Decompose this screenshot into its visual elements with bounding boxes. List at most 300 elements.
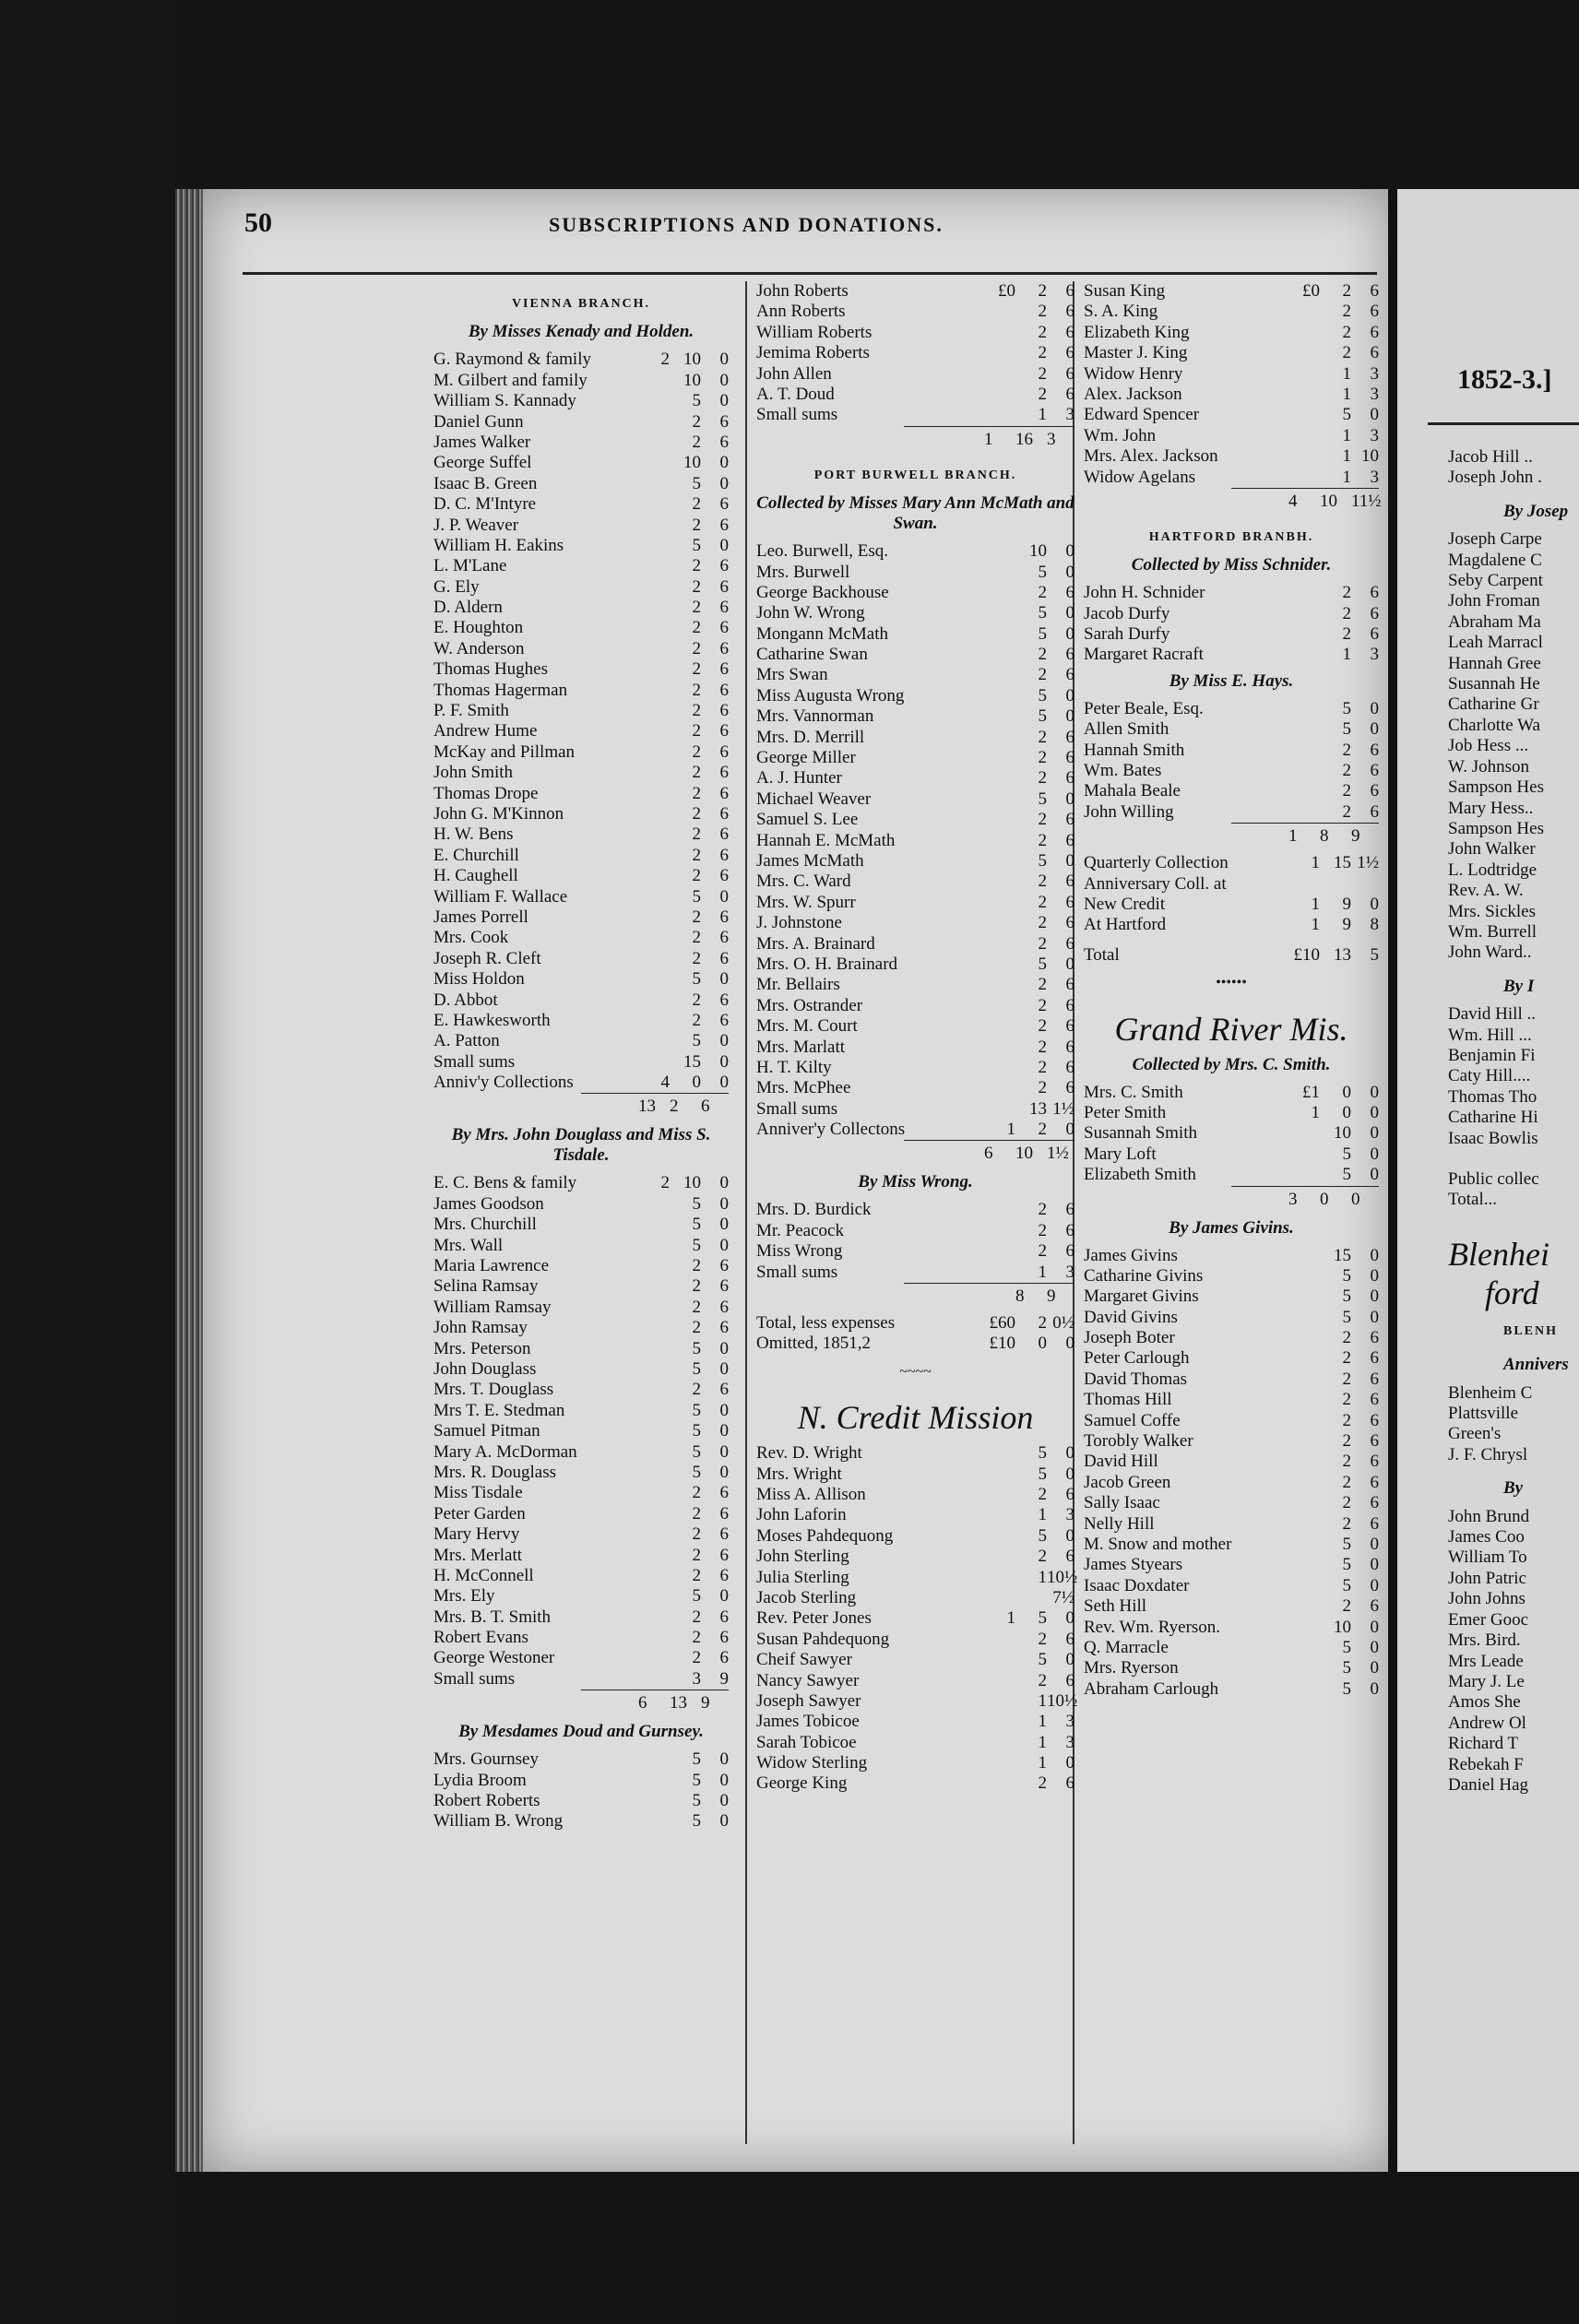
shillings-value: 5 — [692, 886, 701, 907]
entry-row — [433, 659, 729, 680]
pounds-value — [984, 1712, 1015, 1732]
pounds-value — [638, 1359, 670, 1380]
shillings-value: 10 — [1029, 541, 1047, 562]
pounds-value — [638, 1648, 670, 1668]
pence-value: 0 — [719, 1031, 729, 1051]
pounds-value — [1288, 761, 1320, 781]
entry-name: Small sums — [756, 1098, 838, 1119]
page2-column — [1448, 447, 1577, 1796]
shillings-value: 1 — [1038, 405, 1047, 425]
pounds-value — [638, 681, 670, 701]
pence-value: 5 — [1370, 944, 1379, 965]
pence-value: 6 — [1065, 1200, 1074, 1220]
entry-name: George Westoner — [433, 1648, 555, 1668]
entry-row — [433, 1483, 729, 1503]
entry-name: E. C. Bens & family — [433, 1173, 577, 1193]
entry-name: Mrs. Merlatt — [433, 1545, 523, 1565]
page2-line: Emer Gooc — [1448, 1609, 1529, 1630]
pounds-value — [984, 1099, 1015, 1120]
entry-name: Mr. Bellairs — [756, 975, 840, 995]
pounds-value — [638, 763, 670, 783]
pence-value: 6 — [1370, 281, 1379, 301]
entry-name: S. A. King — [1084, 302, 1158, 322]
pounds-value: 2 — [660, 1173, 670, 1193]
entry-name: Elizabeth King — [1084, 322, 1190, 342]
shillings-value: 2 — [1038, 933, 1047, 954]
entry-row — [1084, 604, 1379, 624]
entry-name: A. T. Doud — [756, 384, 835, 404]
entry-name: Miss Augusta Wrong — [756, 685, 905, 706]
shillings-value: 2 — [692, 515, 701, 535]
book-spine — [0, 0, 175, 2324]
pence-value: 6 — [1065, 645, 1074, 665]
entry-row — [433, 1011, 729, 1031]
entry-name: Samuel Pitman — [433, 1421, 540, 1441]
entry-name: Torobly Walker — [1084, 1431, 1193, 1452]
pounds-value — [638, 1339, 670, 1359]
pence-value: 6 — [1065, 913, 1074, 933]
entry-row — [756, 872, 1074, 892]
entry-row — [756, 1712, 1074, 1732]
entry-row — [756, 706, 1074, 727]
pounds-value — [984, 1241, 1015, 1262]
pence-value: 6 — [1370, 1493, 1379, 1513]
shillings-value: 2 — [692, 741, 701, 762]
entry-row — [756, 343, 1074, 363]
pounds-value — [984, 831, 1015, 851]
shillings-value: 5 — [692, 1358, 701, 1379]
page2-collector: Annivers — [1503, 1355, 1569, 1375]
entry-row — [756, 665, 1074, 685]
entry-row — [1084, 802, 1379, 823]
entry-row — [1084, 1596, 1379, 1617]
pounds-value — [984, 1650, 1015, 1670]
pounds-value — [638, 1546, 670, 1566]
entry-name: Jemima Roberts — [756, 343, 870, 363]
pence-value: 0 — [1370, 1535, 1379, 1554]
pence-value: 3 — [1065, 1712, 1074, 1732]
pounds-value — [638, 659, 670, 680]
entry-row — [756, 934, 1074, 954]
entry-list — [1084, 699, 1379, 823]
entry-row — [756, 1588, 1074, 1608]
entry-name: H. W. Bens — [433, 824, 514, 845]
pounds-value — [984, 1568, 1015, 1588]
page2-collector: By I — [1503, 976, 1535, 996]
entry-name: Alex. Jackson — [1084, 384, 1182, 404]
section-total — [904, 426, 1074, 453]
shillings-value: 5 — [692, 969, 701, 990]
shillings-value: 2 — [692, 948, 701, 968]
shillings-value: 5 — [1342, 1535, 1351, 1554]
entry-list — [1084, 1083, 1379, 1186]
entry-list — [1084, 1246, 1379, 1701]
entry-name: D. Aldern — [433, 598, 503, 618]
shillings-value: 2 — [692, 1628, 701, 1648]
entry-name: Mrs. Burwell — [756, 562, 850, 582]
entry-name: Mrs. R. Douglass — [433, 1462, 557, 1482]
pence-value: 0½ — [1052, 1313, 1074, 1334]
entry-name: Anniversary Coll. at — [1084, 873, 1227, 894]
entry-name: Elizabeth Smith — [1084, 1165, 1196, 1185]
entry-name: Anniv'y Collections — [433, 1073, 574, 1093]
pence-total: 6 — [701, 1097, 710, 1117]
page2-line: Sampson Hes — [1448, 818, 1544, 838]
pence-value: 6 — [719, 576, 729, 597]
pence-total: 11½ — [1351, 491, 1382, 511]
pounds-value — [638, 907, 670, 928]
entry-row — [756, 1464, 1074, 1485]
entry-list — [756, 541, 1074, 1140]
page2-line: Daniel Hag — [1448, 1774, 1529, 1795]
pence-value: 6 — [719, 1256, 729, 1276]
entry-name: Widow Henry — [1084, 363, 1183, 384]
entry-name: G. Ely — [433, 576, 480, 597]
shillings-value: 1 — [1342, 645, 1351, 665]
shillings-value: 2 — [1038, 1547, 1047, 1567]
pence-value: 0 — [1370, 1082, 1379, 1102]
shillings-value — [1320, 874, 1351, 895]
shillings-total: 10 — [1320, 491, 1337, 511]
entry-row — [756, 281, 1074, 302]
page2-line: John Froman — [1448, 591, 1540, 611]
pence-value: 0 — [1370, 1265, 1379, 1286]
entry-name: David Hill — [1084, 1452, 1158, 1472]
entry-name: Allen Smith — [1084, 719, 1169, 740]
pounds-value — [1288, 343, 1320, 363]
page2-line: J. F. Chrysl — [1448, 1444, 1528, 1464]
pence-value: 0 — [719, 1235, 729, 1255]
pounds-value — [638, 1442, 670, 1463]
page-header — [244, 208, 1379, 244]
pounds-value — [638, 516, 670, 536]
entry-row — [433, 1401, 729, 1421]
entry-row — [1084, 281, 1379, 302]
pounds-value — [638, 577, 670, 598]
page2-line: Hannah Gree — [1448, 653, 1541, 673]
entry-name: Edward Spencer — [1084, 405, 1200, 425]
pounds-value — [1288, 1390, 1320, 1410]
entry-row — [756, 954, 1074, 975]
pence-value: 6 — [1370, 1390, 1379, 1410]
pence-value: 3 — [1370, 467, 1379, 487]
shillings-value: 2 — [1342, 1513, 1351, 1534]
pounds-value — [1288, 1576, 1320, 1596]
pounds-value — [638, 1276, 670, 1297]
entry-row — [433, 556, 729, 576]
entry-row — [433, 1256, 729, 1276]
entry-name: Mrs. C. Smith — [1084, 1082, 1183, 1102]
shillings-value: 0 — [1342, 1102, 1351, 1122]
shillings-value: 2 — [1342, 322, 1351, 342]
entry-row — [433, 887, 729, 907]
pence-value: 6 — [1065, 975, 1074, 995]
pounds-value — [984, 603, 1015, 623]
shillings-value: 2 — [692, 721, 701, 741]
entry-name: Mrs. Gournsey — [433, 1749, 539, 1770]
pence-value: 6 — [1065, 892, 1074, 912]
pence-value: 6 — [1370, 1472, 1379, 1492]
shillings-value: 5 — [692, 473, 701, 493]
pounds-value — [638, 1421, 670, 1441]
entry-row — [433, 536, 729, 556]
entry-name: Catharine Givins — [1084, 1265, 1204, 1286]
entry-name: Jacob Durfy — [1084, 603, 1170, 623]
pence-value: 6 — [1370, 761, 1379, 781]
pounds-value: 2 — [660, 350, 670, 370]
pence-value: 0 — [719, 1586, 729, 1607]
pence-value: 6 — [1065, 830, 1074, 850]
pounds-value — [638, 1031, 670, 1051]
pounds-value — [1288, 1348, 1320, 1369]
shillings-total: 0 — [1320, 1189, 1329, 1209]
pence-value: 0 — [719, 886, 729, 907]
pounds-value — [1288, 1411, 1320, 1431]
entry-row — [433, 1791, 729, 1811]
entry-name: Maria Lawrence — [433, 1256, 550, 1276]
entry-name: Margaret Givins — [1084, 1286, 1199, 1307]
pounds-value: 4 — [660, 1073, 670, 1093]
shillings-value: 2 — [692, 990, 701, 1010]
entry-row — [756, 1753, 1074, 1773]
pounds-value — [984, 1630, 1015, 1650]
shillings-value: 2 — [1038, 1629, 1047, 1649]
pence-value: 0 — [719, 1441, 729, 1462]
pounds-value — [1288, 323, 1320, 343]
shillings-value: 2 — [692, 1524, 701, 1545]
entry-row — [1084, 1123, 1379, 1144]
page2-lines — [1448, 1004, 1577, 1149]
pence-value: 6 — [1370, 1348, 1379, 1369]
separator-ornament: •••••• — [1216, 975, 1247, 991]
pence-value: 6 — [719, 741, 729, 762]
pounds-value — [984, 665, 1015, 685]
shillings-value: 5 — [692, 1215, 701, 1235]
entry-name: Sally Isaac — [1084, 1493, 1160, 1513]
entry-name: Abraham Carlough — [1084, 1678, 1219, 1699]
shillings-value: 1 — [1342, 446, 1351, 467]
entry-name: H. Caughell — [433, 866, 518, 886]
entry-name: M. Gilbert and family — [433, 370, 588, 390]
entry-name: John W. Wrong — [756, 603, 865, 623]
pence-value: 0 — [1370, 1555, 1379, 1575]
shillings-value: 2 — [1342, 1431, 1351, 1452]
pence-value: 6 — [719, 804, 729, 824]
entry-list — [756, 1200, 1074, 1283]
pence-value: 3 — [1065, 1732, 1074, 1752]
entry-row — [1084, 1535, 1379, 1555]
pounds-value — [1288, 604, 1320, 624]
page2-lines — [1448, 1507, 1577, 1796]
entry-name: E. Houghton — [433, 618, 524, 638]
pence-value: 6 — [1065, 1773, 1074, 1794]
entry-row — [1084, 1618, 1379, 1638]
pence-value: 6 — [1065, 872, 1074, 892]
entry-row — [1084, 915, 1379, 935]
entry-row — [433, 1194, 729, 1215]
entry-row — [756, 323, 1074, 343]
pence-value: 6 — [719, 411, 729, 432]
shillings-value: 9 — [1342, 895, 1351, 914]
entry-name: Mrs. A. Brainard — [756, 933, 875, 954]
entry-row — [433, 1052, 729, 1073]
pence-value: 6 — [1065, 1078, 1074, 1098]
pounds-value — [638, 1504, 670, 1524]
entry-row — [1084, 323, 1379, 343]
pounds-value — [984, 1464, 1015, 1485]
shillings-value: 2 — [1342, 603, 1351, 623]
pounds-value — [638, 1669, 670, 1690]
entry-name: Miss Wrong — [756, 1241, 843, 1262]
pounds-value — [984, 1505, 1015, 1525]
entry-row — [1084, 624, 1379, 645]
pounds-value — [984, 913, 1015, 933]
entry-name: Mahala Beale — [1084, 781, 1181, 801]
pounds-value — [984, 1485, 1015, 1505]
pence-value: 6 — [719, 638, 729, 658]
pence-value: 0 — [1370, 895, 1379, 914]
pounds-value — [1288, 741, 1320, 761]
entry-row — [433, 412, 729, 433]
pence-value: 6 — [1370, 781, 1379, 801]
entry-name: A. J. Hunter — [756, 768, 842, 788]
entry-row — [1084, 1328, 1379, 1348]
page2-line: John Walker — [1448, 839, 1536, 860]
pence-total: 1½ — [1047, 1144, 1069, 1164]
shillings-value: 2 — [1038, 892, 1047, 912]
pence-value: 0 — [1065, 1464, 1074, 1484]
pence-value: 0 — [719, 453, 729, 473]
pounds-value — [1288, 1286, 1320, 1307]
pounds-value — [1288, 1308, 1320, 1328]
shillings-value: 2 — [692, 824, 701, 845]
entry-name: Mary A. McDorman — [433, 1441, 577, 1462]
shillings-value: 2 — [692, 1648, 701, 1668]
shillings-value: 5 — [1038, 603, 1047, 623]
pounds-value — [984, 1016, 1015, 1037]
shillings-value: 2 — [1038, 1057, 1047, 1077]
shillings-total: 13 — [670, 1693, 687, 1713]
entry-row — [1084, 874, 1379, 895]
entry-row — [756, 1443, 1074, 1464]
entry-row — [1084, 1390, 1379, 1410]
entry-row — [433, 371, 729, 391]
pounds-value — [1288, 1328, 1320, 1348]
shillings-value: 2 — [1038, 281, 1047, 301]
entry-name: Mrs. Ryerson — [1084, 1658, 1179, 1678]
entry-row — [433, 1276, 729, 1297]
entry-row — [433, 1669, 729, 1690]
entry-row — [756, 913, 1074, 933]
shillings-total: 8 — [1015, 1286, 1025, 1307]
entry-name: Thomas Hughes — [433, 659, 549, 680]
pence-value: 0 — [719, 1215, 729, 1235]
shillings-value: 2 — [1342, 781, 1351, 801]
page2-lines — [1448, 1169, 1577, 1211]
entry-row — [756, 789, 1074, 810]
pence-value: 0 — [719, 1791, 729, 1811]
pence-value: 0 — [1065, 706, 1074, 727]
shillings-value: 1 — [1038, 1505, 1047, 1525]
pence-value: 1½ — [1052, 1098, 1074, 1119]
pence-value: 0 — [719, 1770, 729, 1790]
shillings-value: 5 — [1342, 1658, 1351, 1678]
pence-value: 6 — [719, 598, 729, 618]
shillings-value: 2 — [1038, 975, 1047, 995]
shillings-value: 2 — [1342, 343, 1351, 363]
entry-row — [756, 996, 1074, 1016]
entry-row — [433, 1359, 729, 1380]
entry-list — [433, 1173, 729, 1690]
entry-row — [433, 1463, 729, 1483]
entry-row — [1084, 719, 1379, 740]
entry-row — [433, 1215, 729, 1235]
entry-row — [756, 1485, 1074, 1505]
pence-value: 0 — [1065, 603, 1074, 623]
pence-value: 6 — [719, 680, 729, 700]
pence-value: 6 — [719, 1628, 729, 1648]
entry-row — [433, 907, 729, 928]
entry-row — [433, 1524, 729, 1545]
pence-value: 0 — [1065, 788, 1074, 809]
entry-row — [433, 1546, 729, 1566]
pounds-value — [984, 1547, 1015, 1567]
entry-row — [1084, 1083, 1379, 1103]
shillings-value: 2 — [692, 494, 701, 515]
shillings-value: 2 — [1342, 1410, 1351, 1430]
pence-value: 0 — [1065, 541, 1074, 562]
pence-value: 6 — [719, 907, 729, 927]
shillings-value: 5 — [1342, 719, 1351, 740]
pounds-value — [984, 624, 1015, 645]
shillings-value: 2 — [692, 411, 701, 432]
entry-name: E. Churchill — [433, 845, 519, 865]
entry-row — [756, 1733, 1074, 1753]
shillings-value: 2 — [692, 638, 701, 658]
pounds-value — [638, 391, 670, 411]
pounds-value — [638, 866, 670, 886]
shillings-total: 8 — [1320, 826, 1329, 847]
pounds-value — [984, 1200, 1015, 1220]
entry-row — [756, 728, 1074, 748]
pence-value: 6 — [1065, 665, 1074, 685]
shillings-value: 2 — [1342, 1493, 1351, 1513]
shillings-value: 2 — [1342, 1596, 1351, 1617]
shillings-value: 2 — [1038, 1120, 1047, 1140]
pence-value: 6 — [1370, 1410, 1379, 1430]
pounds-value — [638, 969, 670, 990]
entry-row — [756, 583, 1074, 603]
shillings-value: 2 — [1038, 1037, 1047, 1057]
pence-value: 0 — [1370, 1144, 1379, 1164]
pence-value: 0 — [719, 535, 729, 555]
shillings-value: 2 — [1038, 1773, 1047, 1794]
entry-name: Widow Agelans — [1084, 467, 1196, 487]
pence-value: 6 — [1065, 1485, 1074, 1504]
pounds-total: 1 — [984, 429, 993, 449]
shillings-value: 2 — [1038, 872, 1047, 892]
entry-name: James Givins — [1084, 1245, 1178, 1265]
entry-name: John Roberts — [756, 281, 849, 301]
pence-value: 6 — [1065, 302, 1074, 322]
entry-row — [1084, 1348, 1379, 1369]
entry-name: Total, less expenses — [756, 1313, 896, 1334]
shillings-value: 5 — [1342, 698, 1351, 718]
entry-row — [433, 928, 729, 948]
entry-name: Mrs. Peterson — [433, 1338, 531, 1358]
entry-row — [756, 748, 1074, 768]
page2-line: Mrs. Sickles — [1448, 901, 1536, 921]
